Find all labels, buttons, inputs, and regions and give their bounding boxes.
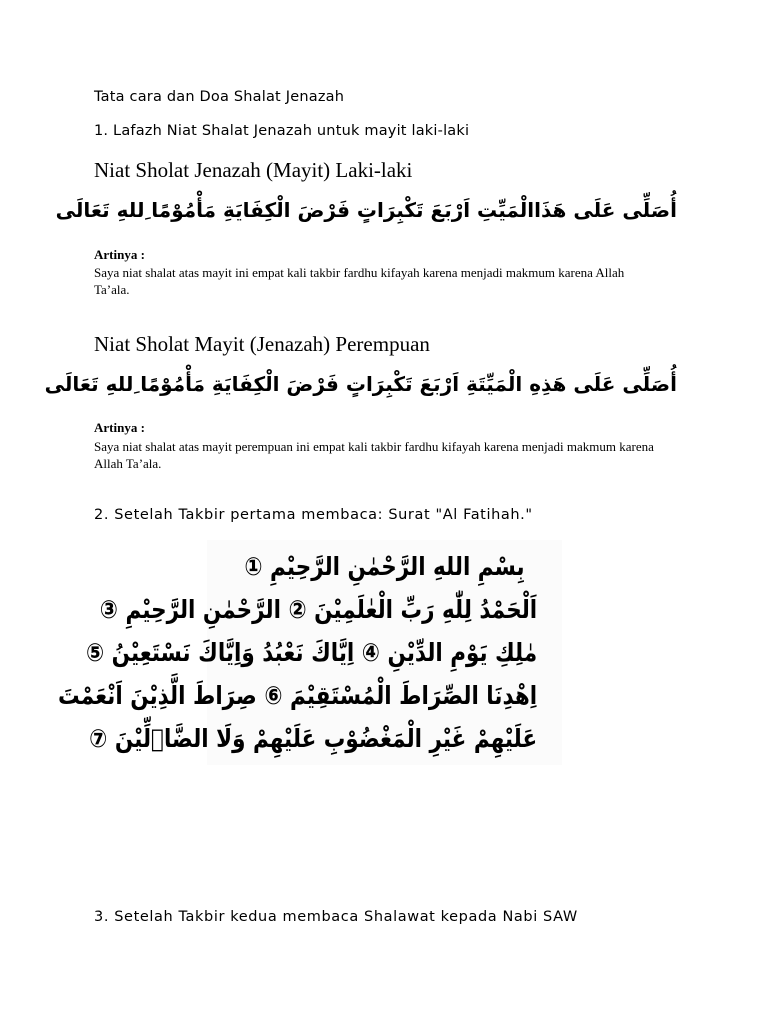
- female-niat-heading: Niat Sholat Mayit (Jenazah) Perempuan: [94, 332, 430, 356]
- fatihah-line-3: مٰلِكِ يَوْمِ الدِّيْنِ ④ اِيَّاكَ نَعْبُدُ وَاِيَّاكَ نَسْتَعِيْنُ ⑤: [85, 638, 538, 667]
- male-translation: Saya niat shalat atas mayit ini empat kali takbir fardhu kifayah karena menjadi makmum karena Allah Ta’ala.: [94, 265, 625, 297]
- step-1-heading: 1. Lafazh Niat Shalat Jenazah untuk mayit laki-laki: [94, 123, 470, 139]
- male-artinya-label: Artinya :: [94, 247, 145, 262]
- female-artinya-label: Artinya :: [94, 420, 145, 435]
- male-niat-arabic: أُصَلِّى عَلَى هَذَاالْمَيِّتِ اَرْبَعَ تَكْبِرَاتٍ فَرْضَ الْكِفَايَةِ مَأْمُوْمًا ِللهِ تَعَالَى: [55, 198, 677, 222]
- fatihah-line-2: اَلْحَمْدُ لِلّٰهِ رَبِّ الْعٰلَمِيْنَ ② الرَّحْمٰنِ الرَّحِيْمِ ③: [99, 595, 538, 624]
- fatihah-line-1: بِسْمِ اللهِ الرَّحْمٰنِ الرَّحِيْمِ ①: [244, 552, 525, 581]
- fatihah-line-5: عَلَيْهِمْ غَيْرِ الْمَغْضُوْبِ عَلَيْهِمْ وَلَا الضَّاۤلِّيْنَ ⑦: [89, 724, 538, 753]
- female-niat-arabic: أُصَلِّى عَلَى هَذِهِ الْمَيِّتَةِ اَرْبَعَ تَكْبِرَاتٍ فَرْضَ الْكِفَايَةِ مَأْمُوْمًا ِللهِ تَعَالَى: [44, 372, 677, 396]
- al-fatihah-calligraphy-image: [57, 540, 562, 765]
- fatihah-line-4: اِهْدِنَا الصِّرَاطَ الْمُسْتَقِيْمَ ⑥ صِرَاطَ الَّذِيْنَ اَنْعَمْتَ: [57, 681, 538, 710]
- step-3-heading: 3. Setelah Takbir kedua membaca Shalawat kepada Nabi SAW: [94, 909, 578, 925]
- female-translation: Saya niat shalat atas mayit perempuan ini empat kali takbir fardhu kifayah karena menjadi makmum karena Allah Ta’ala.: [94, 439, 654, 471]
- male-niat-heading: Niat Sholat Jenazah (Mayit) Laki-laki: [94, 158, 413, 182]
- document-title: Tata cara dan Doa Shalat Jenazah: [94, 89, 345, 105]
- step-2-heading: 2. Setelah Takbir pertama membaca: Surat "Al Fatihah.": [94, 507, 533, 523]
